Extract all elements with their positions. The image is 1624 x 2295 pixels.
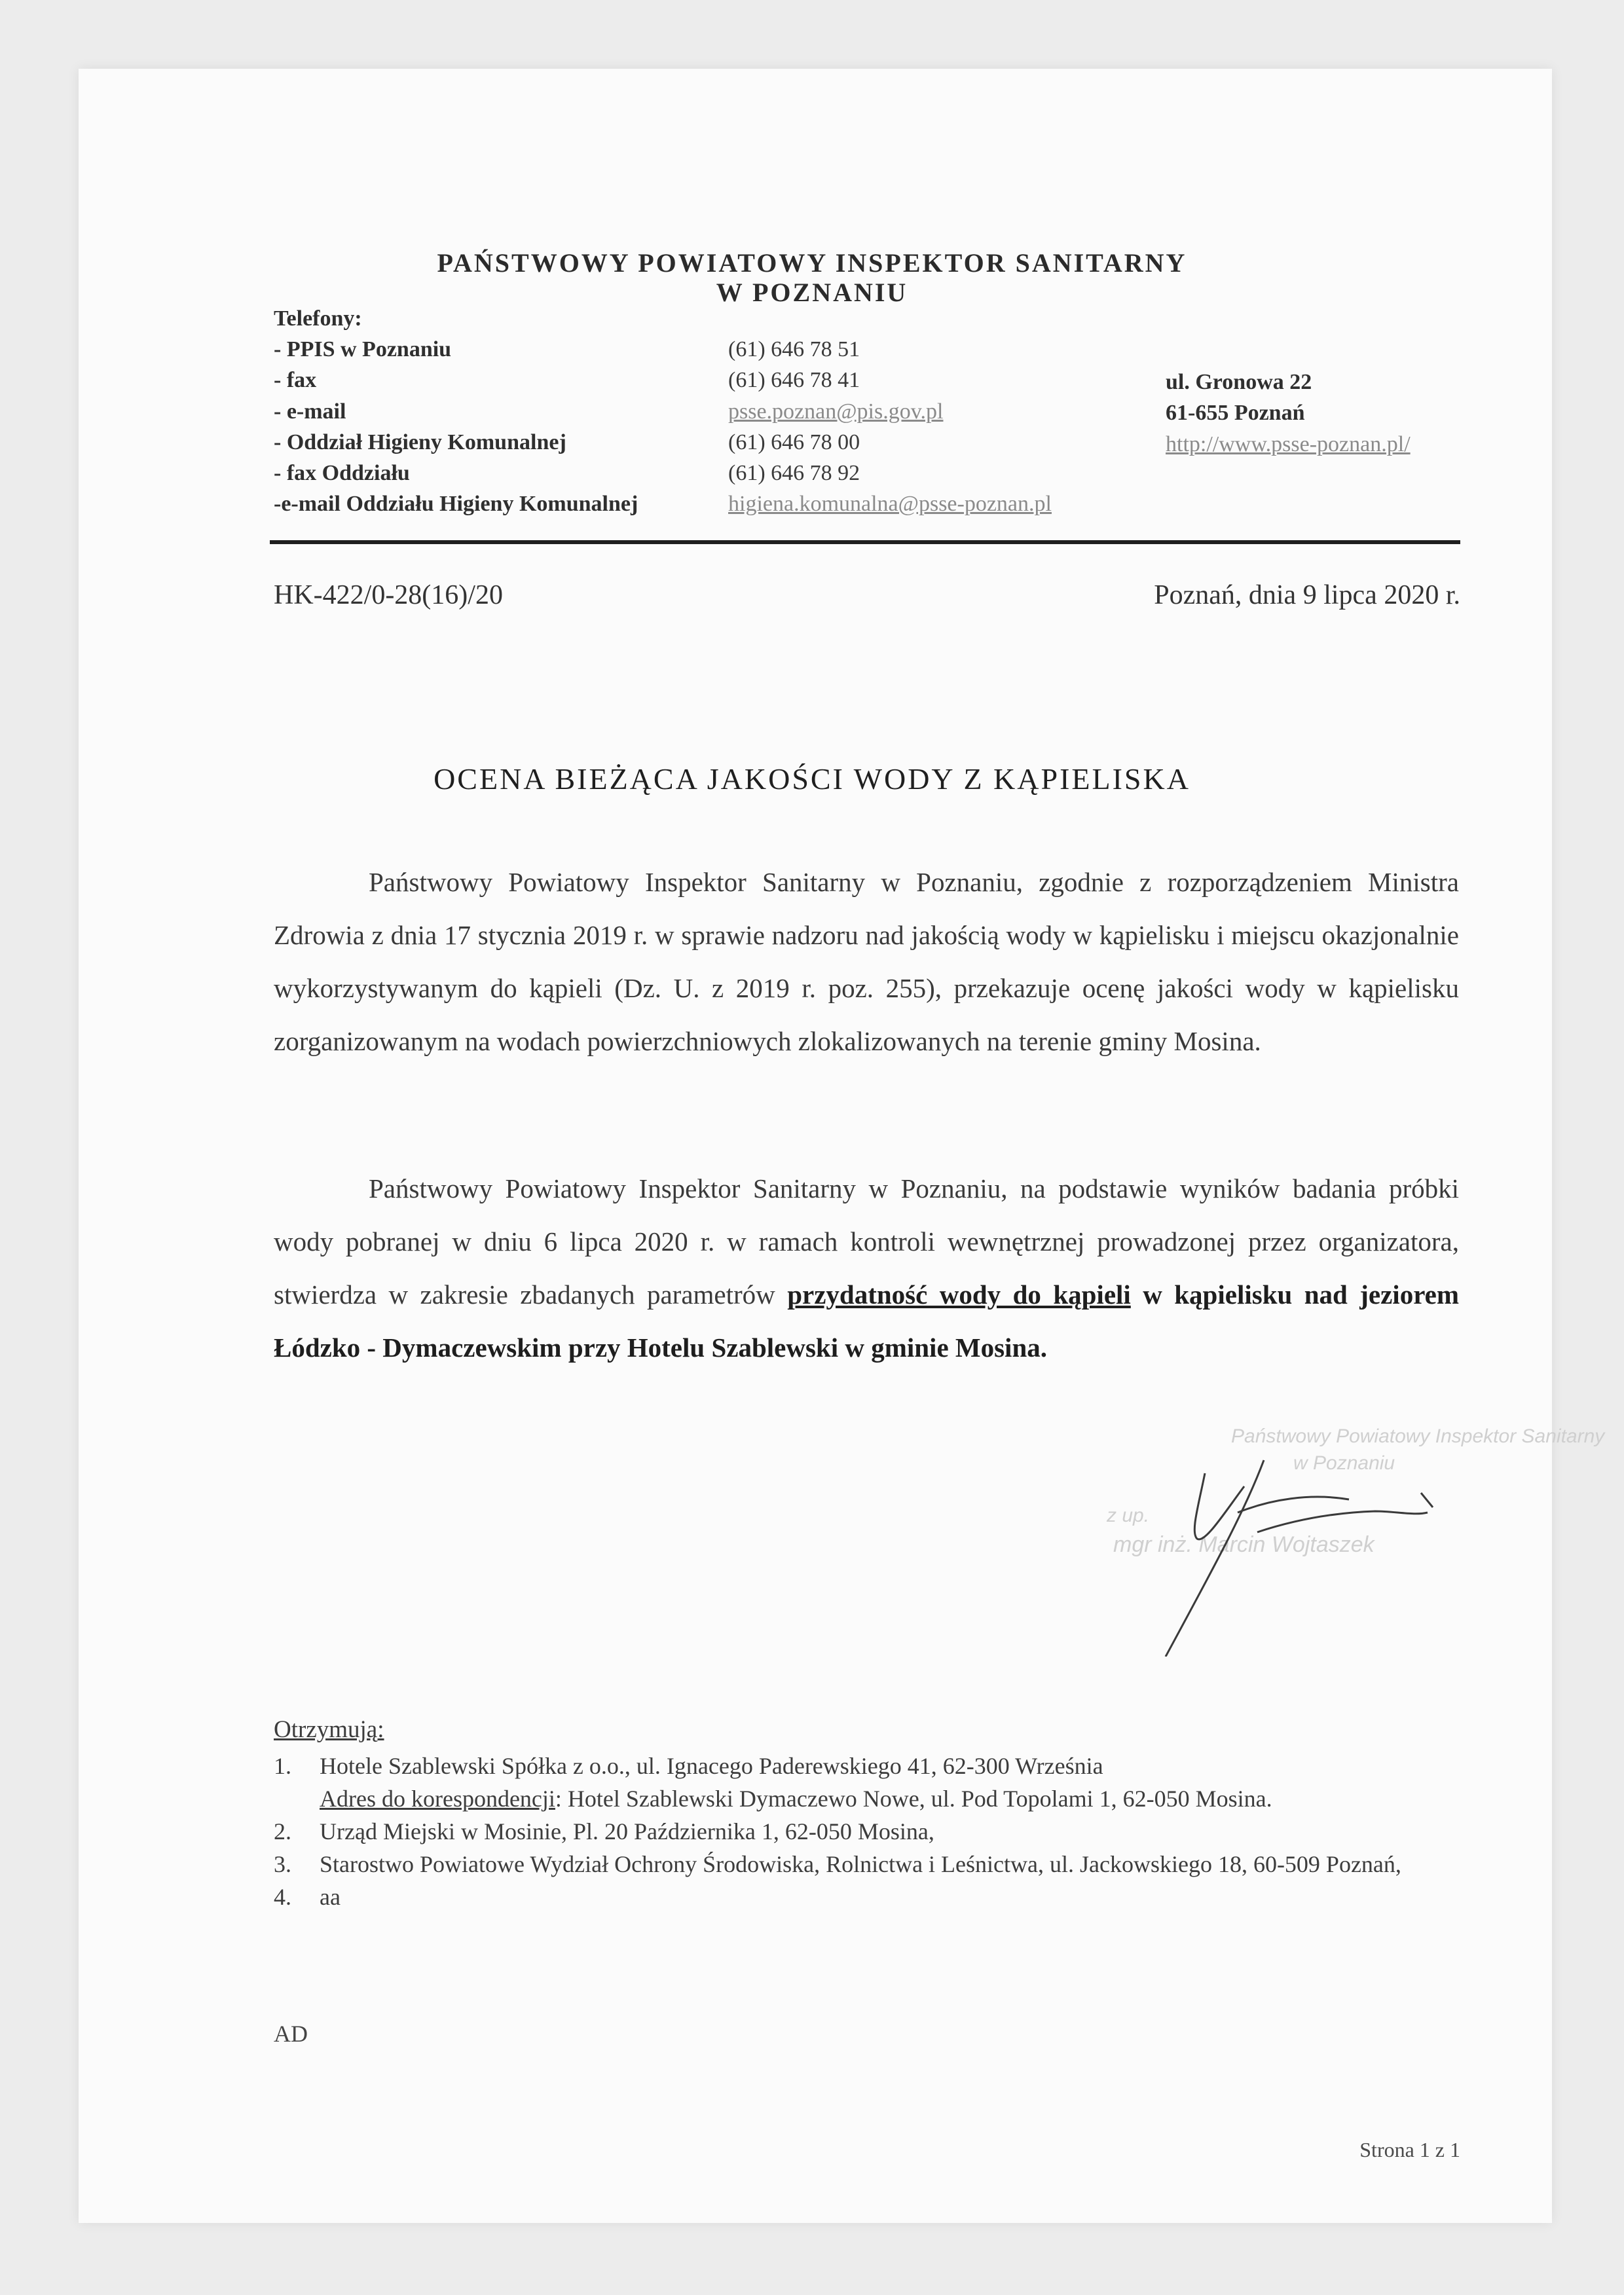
bathing-site: w kąpielisku nad jeziorem Łódzko - Dymaczewskim przy Hotelu Szablewski w gminie Mosina. <box>274 1279 1459 1363</box>
correspondence-address: : Hotel Szablewski Dymaczewo Nowe, ul. Pod Topolami 1, 62-050 Mosina. <box>555 1786 1272 1812</box>
contact-value: (61) 646 78 51 <box>728 337 860 361</box>
contact-label: - Oddział Higieny Komunalnej <box>274 430 566 454</box>
stamp-office: Państwowy Powiatowy Inspektor Sanitarny <box>1231 1425 1605 1447</box>
list-item <box>274 1750 1466 1815</box>
assessment-result: przydatność wody do kąpieli <box>787 1279 1131 1310</box>
author-initials: AD <box>274 2021 308 2047</box>
recipients-heading: Otrzymują: <box>274 1716 384 1743</box>
paragraph-1-text: Państwowy Powiatowy Inspektor Sanitarny w Poznaniu, zgodnie z rozporządzeniem Ministra Zdrowia z dnia 17 stycznia 2019 r. w sprawie nadzoru nad jakością wody w kąpielisku i miejscu okazjonalnie wykorzystywanym do kąpieli (Dz. U. z 2019 r. poz. 255), przekazuje ocenę jakości wody w kąpielisku zorganizowanym na wodach powierzchniowych zlokalizowanych na terenie gminy Mosina. <box>274 867 1459 1056</box>
recipient-text: Starostwo Powiatowe Wydział Ochrony Środowiska, Rolnictwa i Leśnictwa, ul. Jackowskiego 18, 60-509 Poznań, <box>320 1851 1401 1877</box>
office-city: W POZNANIU <box>716 278 908 307</box>
contact-label: - e-mail <box>274 399 346 424</box>
contact-value: (61) 646 78 41 <box>728 368 860 392</box>
list-item <box>274 1881 1466 1913</box>
recipient-text: Hotele Szablewski Spółka z o.o., ul. Ignacego Paderewskiego 41, 62-300 Września <box>320 1753 1103 1779</box>
address-city: 61-655 Poznań <box>1166 401 1305 425</box>
contact-value: (61) 646 78 92 <box>728 461 860 485</box>
list-number: 3. <box>274 1851 291 1877</box>
website-link[interactable]: http://www.psse-poznan.pl/ <box>1166 432 1411 456</box>
paragraph-1 <box>274 856 1459 1068</box>
email-link[interactable]: psse.poznan@pis.gov.pl <box>728 399 944 424</box>
phones-label: Telefony: <box>274 306 362 331</box>
recipient-text: aa <box>320 1884 341 1910</box>
paragraph-2 <box>274 1162 1459 1374</box>
address-street: ul. Gronowa 22 <box>1166 370 1312 394</box>
contact-label: - fax Oddziału <box>274 461 410 485</box>
document-title: OCENA BIEŻĄCA JAKOŚCI WODY Z KĄPIELISKA <box>434 762 1190 796</box>
list-item <box>274 1815 1466 1848</box>
list-number: 4. <box>274 1884 291 1910</box>
contact-label: - PPIS w Poznaniu <box>274 337 452 361</box>
office-title: PAŃSTWOWY POWIATOWY INSPEKTOR SANITARNY <box>437 248 1187 278</box>
contact-value: (61) 646 78 00 <box>728 430 860 454</box>
email-link[interactable]: higiena.komunalna@psse-poznan.pl <box>728 492 1052 516</box>
stamp-signatory: mgr inż. Marcin Wojtaszek <box>1113 1532 1375 1557</box>
contact-label: - fax <box>274 368 317 392</box>
recipients-list <box>274 1750 1466 1913</box>
recipient-text: Urząd Miejski w Mosinie, Pl. 20 Października 1, 62-050 Mosina, <box>320 1818 934 1845</box>
list-number: 2. <box>274 1818 291 1845</box>
reference-number: HK-422/0-28(16)/20 <box>274 580 503 610</box>
correspondence-label: Adres do korespondencji <box>320 1786 555 1812</box>
paragraph-2-text: Państwowy Powiatowy Inspektor Sanitarny w Poznaniu, na podstawie wyników badania próbki wody pobranej w dniu 6 lipca 2020 r. w ramach kontroli wewnętrznej prowadzonej przez organizatora, stwierdza w zakresie zbadanych parametrów <box>274 1173 1459 1310</box>
list-number: 1. <box>274 1753 291 1779</box>
stamp-city: w Poznaniu <box>1293 1452 1395 1474</box>
list-item <box>274 1848 1466 1881</box>
place-date: Poznań, dnia 9 lipca 2020 r. <box>1154 580 1460 610</box>
contact-label: -e-mail Oddziału Higieny Komunalnej <box>274 492 638 516</box>
page-number: Strona 1 z 1 <box>1359 2138 1460 2161</box>
stamp-on-behalf: z up. <box>1107 1505 1150 1526</box>
signature-image <box>1113 1434 1454 1657</box>
header-divider <box>270 540 1460 544</box>
